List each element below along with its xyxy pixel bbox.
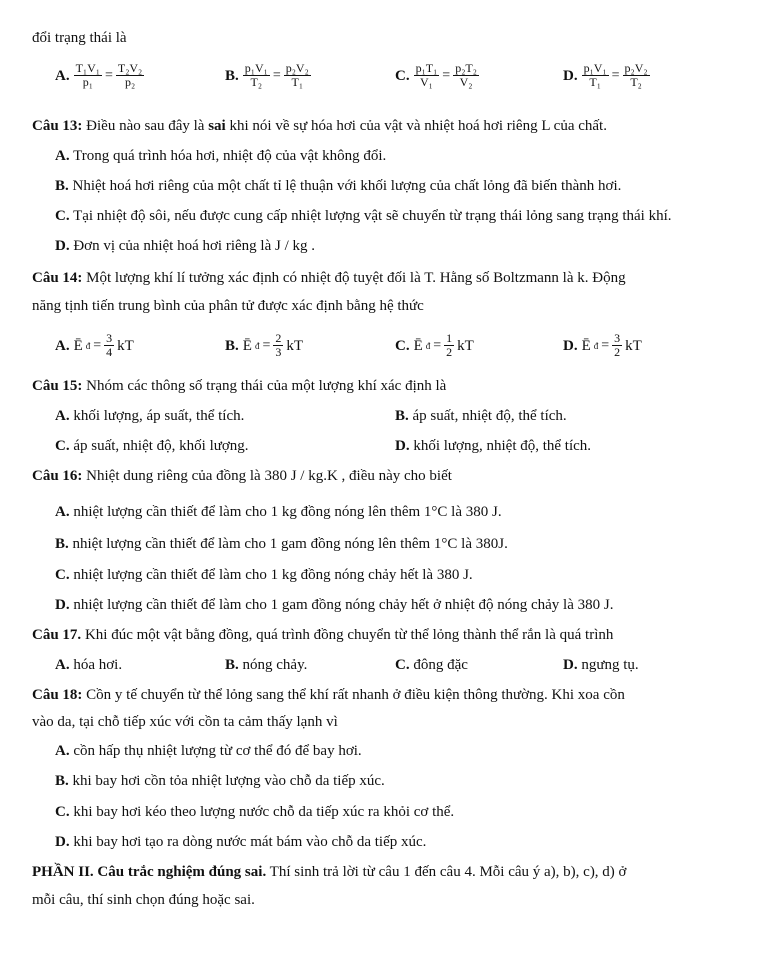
q16-option-b xyxy=(55,534,508,554)
frac-num: T₂V₂ xyxy=(117,61,143,75)
kt-text: kT xyxy=(625,337,642,354)
option-text: khối lượng, áp suất, thể tích. xyxy=(69,408,245,424)
option-label: A. xyxy=(55,67,70,84)
q18-option-b xyxy=(55,771,385,791)
option-label: A. xyxy=(55,657,70,673)
option-text: Đơn vị của nhiệt hoá hơi riêng là J / kg . xyxy=(69,238,315,254)
equation: Ē đ = $\frac{3}{2}$ kT xyxy=(581,331,642,359)
q17-option-a xyxy=(55,655,122,675)
frac-den: 2 xyxy=(446,345,453,359)
frac-num: p₂V₂ xyxy=(285,61,309,75)
option-text: nhiệt lượng cần thiết để làm cho 1 gam đồng nóng lên thêm 1°C là 380J. xyxy=(68,536,508,552)
frac-num: 2 xyxy=(275,331,282,345)
question-number: Câu 17. xyxy=(32,627,82,643)
equation: Ē đ = $\frac{1}{2}$ kT xyxy=(413,331,474,359)
q15-option-b xyxy=(395,406,567,426)
q13-option-c xyxy=(55,206,672,226)
stem-bold: sai xyxy=(208,118,226,134)
frac-den: 3 xyxy=(275,345,282,359)
q13-option-a xyxy=(55,146,386,166)
option-text: khi bay hơi cồn tỏa nhiệt lượng vào chỗ da tiếp xúc. xyxy=(68,773,385,789)
equation: $\frac{\text{p₁V₁}}{\text{T₁}}$ = $\frac{\text{p₂V₂}}{\text{T₂}}$ xyxy=(583,61,648,89)
q13-option-b xyxy=(55,176,621,196)
option-text: Tại nhiệt độ sôi, nếu được cung cấp nhiệt lượng vật sẽ chuyển từ trạng thái lỏng sang trạng thái khí. xyxy=(69,208,672,224)
option-label: D. xyxy=(563,337,578,354)
option-label: B. xyxy=(55,773,69,789)
question-number: Câu 15: xyxy=(32,378,83,394)
frac-num: p₂V₂ xyxy=(624,61,648,75)
option-text: nhiệt lượng cần thiết để làm cho 1 kg đồng nóng lên thêm 1°C là 380 J. xyxy=(69,504,502,520)
energy-symbol: Ē xyxy=(413,337,423,354)
stem-text: Một lượng khí lí tưởng xác định có nhiệt độ tuyệt đối là T. Hằng số Boltzmann là k. Động xyxy=(82,270,626,286)
equation: Ē đ = $\frac{2}{3}$ kT xyxy=(242,331,304,359)
frac-num: 1 xyxy=(446,331,453,345)
q15-stem xyxy=(32,376,446,396)
option-text: nóng chảy. xyxy=(238,657,308,673)
option-label: B. xyxy=(55,536,69,552)
option-label: D. xyxy=(55,834,70,850)
part2-heading-line2: mỗi câu, thí sinh chọn đúng hoặc sai. xyxy=(32,892,255,908)
q12-option-a xyxy=(55,62,144,89)
option-text: ngưng tụ. xyxy=(577,657,639,673)
option-text: áp suất, nhiệt độ, thể tích. xyxy=(408,408,567,424)
option-text: hóa hơi. xyxy=(69,657,123,673)
option-label: B. xyxy=(225,67,239,84)
part2-text: Thí sinh trả lời từ câu 1 đến câu 4. Mỗi câu ý a), b), c), d) ở xyxy=(266,864,627,880)
q14-option-a xyxy=(55,332,134,359)
frac-den: V₂ xyxy=(459,75,473,89)
q13-option-d xyxy=(55,236,315,256)
frac-num: 3 xyxy=(106,331,113,345)
energy-symbol: Ē xyxy=(581,337,591,354)
frac-den: T₁ xyxy=(291,75,303,89)
q15-option-d xyxy=(395,436,591,456)
option-label: A. xyxy=(55,148,70,164)
q14-option-b xyxy=(225,332,303,359)
frac-den: 2 xyxy=(614,345,621,359)
frac-den: p₁ xyxy=(82,75,93,89)
option-label: C. xyxy=(395,337,410,354)
q18-option-d xyxy=(55,832,426,852)
option-text: nhiệt lượng cần thiết để làm cho 1 kg đồng nóng chảy hết là 380 J. xyxy=(69,567,473,583)
equation: $\frac{\text{p₁V₁}}{\text{T₂}}$ = $\frac{\text{p₂V₂}}{\text{T₁}}$ xyxy=(244,61,309,89)
stem-text: khi nói về sự hóa hơi của vật và nhiệt hoá hơi riêng L của chất. xyxy=(225,118,607,134)
frac-num: p₁T₁ xyxy=(415,61,438,75)
option-label: C. xyxy=(395,67,410,84)
q14-option-c xyxy=(395,332,474,359)
frac-num: p₁V₁ xyxy=(583,61,607,75)
q14-option-d xyxy=(563,332,642,359)
q18-option-c xyxy=(55,802,454,822)
question-number: Câu 16: xyxy=(32,468,83,484)
energy-symbol: Ē xyxy=(242,337,252,354)
option-text: nhiệt lượng cần thiết để làm cho 1 gam đồng nóng chảy hết ở nhiệt độ nóng chảy là 380 J. xyxy=(69,597,614,613)
option-label: D. xyxy=(563,67,578,84)
question-number: Câu 14: xyxy=(32,270,83,286)
option-text: khi bay hơi kéo theo lượng nước chỗ da tiếp xúc ra khỏi cơ thể. xyxy=(69,804,455,820)
q14-stem-line1 xyxy=(32,268,626,288)
q18-option-a xyxy=(55,741,362,761)
option-label: C. xyxy=(55,567,70,583)
option-label: C. xyxy=(55,438,70,454)
q18-stem-line2: vào da, tại chỗ tiếp xúc với cồn ta cảm thấy lạnh vì xyxy=(32,714,338,730)
option-text: đông đặc xyxy=(409,657,468,673)
intro-line: đổi trạng thái là xyxy=(32,30,127,46)
option-text: cồn hấp thụ nhiệt lượng từ cơ thể đó để bay hơi. xyxy=(69,743,362,759)
kt-text: kT xyxy=(457,337,474,354)
q16-option-a xyxy=(55,502,502,522)
option-label: A. xyxy=(55,408,70,424)
q16-option-c xyxy=(55,565,473,585)
stem-text: Khi đúc một vật bằng đồng, quá trình đồng chuyển từ thể lỏng thành thể rắn là quá trình xyxy=(81,627,614,643)
option-label: D. xyxy=(55,238,70,254)
stem-text: Cồn y tế chuyển từ thể lỏng sang thể khí rất nhanh ở điều kiện thông thường. Khi xoa cồn xyxy=(82,687,625,703)
q18-stem-line1 xyxy=(32,685,625,705)
option-label: A. xyxy=(55,743,70,759)
frac-den: V₁ xyxy=(420,75,433,89)
option-label: D. xyxy=(55,597,70,613)
q14-stem-line2: năng tịnh tiến trung bình của phân tử được xác định bằng hệ thức xyxy=(32,298,424,314)
question-number: Câu 18: xyxy=(32,687,83,703)
option-text: khối lượng, nhiệt độ, thể tích. xyxy=(409,438,592,454)
kt-text: kT xyxy=(117,337,134,354)
option-text: áp suất, nhiệt độ, khối lượng. xyxy=(69,438,249,454)
frac-den: T₂ xyxy=(630,75,642,89)
frac-num: T₁V₁ xyxy=(75,61,100,75)
frac-num: 3 xyxy=(614,331,621,345)
frac-num: p₂T₂ xyxy=(455,61,477,75)
option-label: B. xyxy=(395,408,409,424)
option-label: D. xyxy=(395,438,410,454)
option-label: C. xyxy=(55,208,70,224)
stem-text: Điều nào sau đây là xyxy=(82,118,209,134)
q12-option-b xyxy=(225,62,311,89)
option-label: C. xyxy=(55,804,70,820)
energy-symbol: Ē xyxy=(73,337,83,354)
option-label: B. xyxy=(55,178,69,194)
option-label: A. xyxy=(55,504,70,520)
option-label: B. xyxy=(225,337,239,354)
frac-den: T₂ xyxy=(250,75,263,89)
option-label: C. xyxy=(395,657,410,673)
energy-subscript: đ xyxy=(254,340,260,351)
part2-heading-line1 xyxy=(32,862,627,882)
stem-text: Nhiệt dung riêng của đồng là 380 J / kg.K , điều này cho biết xyxy=(82,468,452,484)
option-text: khi bay hơi tạo ra dòng nước mát bám vào chỗ da tiếp xúc. xyxy=(69,834,427,850)
q16-stem xyxy=(32,466,452,486)
option-label: D. xyxy=(563,657,578,673)
energy-subscript: đ xyxy=(85,340,91,351)
equation: $\frac{\text{T₁V₁}}{\text{p₁}}$ = $\frac{\text{T₂V₂}}{\text{p₂}}$ xyxy=(75,61,143,89)
q12-option-c xyxy=(395,62,479,89)
frac-den: 4 xyxy=(106,345,113,359)
kt-text: kT xyxy=(286,337,304,354)
frac-den: T₁ xyxy=(589,75,601,89)
option-text: Nhiệt hoá hơi riêng của một chất tỉ lệ thuận với khối lượng của chất lỏng đã biến thành hơi. xyxy=(68,178,622,194)
q15-option-a xyxy=(55,406,244,426)
equation: Ē đ = $\frac{3}{4}$ kT xyxy=(73,331,134,359)
q15-option-c xyxy=(55,436,249,456)
q17-option-b xyxy=(225,655,307,675)
equation: $\frac{\text{p₁T₁}}{\text{V₁}}$ = $\frac{\text{p₂T₂}}{\text{V₂}}$ xyxy=(415,61,477,89)
stem-text: Nhóm các thông số trạng thái của một lượng khí xác định là xyxy=(82,378,447,394)
energy-subscript: đ xyxy=(425,340,431,351)
q17-option-c xyxy=(395,655,468,675)
frac-den: p₂ xyxy=(124,75,136,89)
energy-subscript: đ xyxy=(593,340,599,351)
option-text: Trong quá trình hóa hơi, nhiệt độ của vật không đổi. xyxy=(69,148,387,164)
q17-stem xyxy=(32,625,613,645)
q12-option-d xyxy=(563,62,650,89)
q16-option-d xyxy=(55,595,613,615)
frac-num: p₁V₁ xyxy=(244,61,268,75)
q13-stem xyxy=(32,116,607,136)
option-label: B. xyxy=(225,657,239,673)
question-number: Câu 13: xyxy=(32,118,83,134)
option-label: A. xyxy=(55,337,70,354)
part2-title: PHẦN II. Câu trắc nghiệm đúng sai. xyxy=(32,864,267,880)
q17-option-d xyxy=(563,655,639,675)
